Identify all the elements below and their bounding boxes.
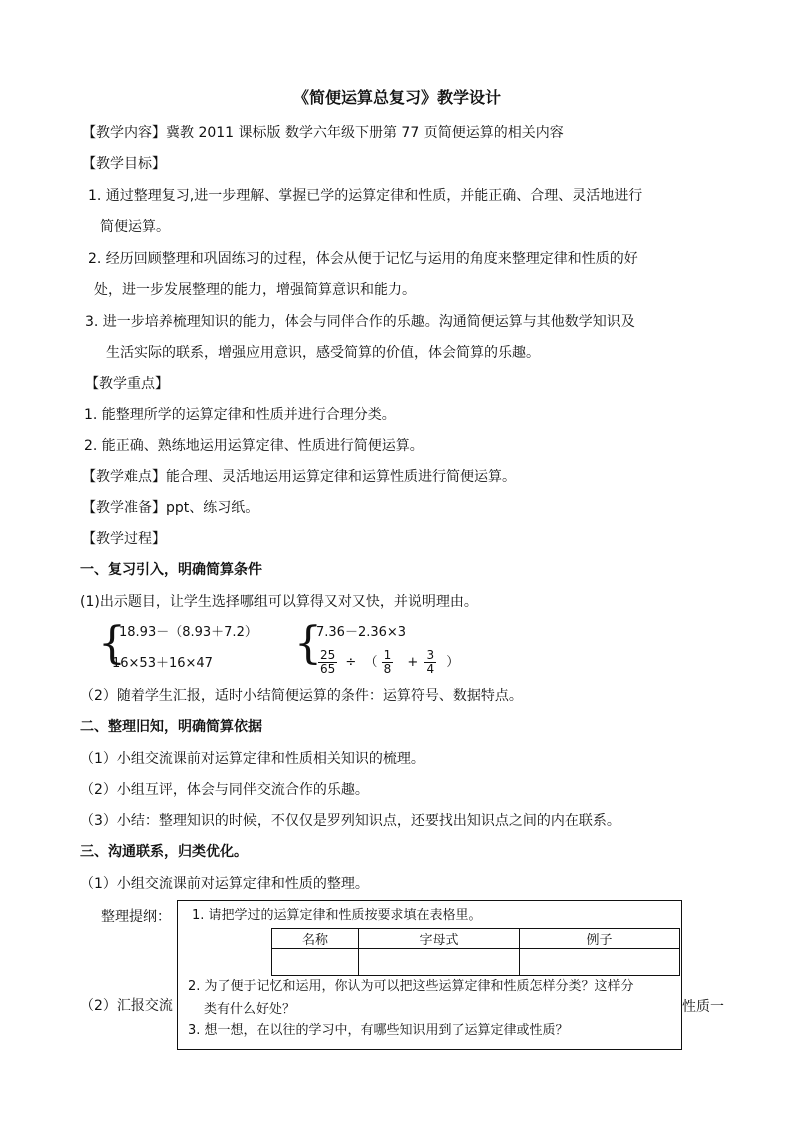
objective-2-line-2: 处，进一步发展整理的能力，增强简算意识和能力。 xyxy=(94,282,416,298)
outline-item-2-line-2: 类有什么好处？ xyxy=(204,1002,296,1017)
objectives-heading: 【教学目标】 xyxy=(82,156,166,172)
table-cell[interactable] xyxy=(359,949,520,976)
table-cell[interactable] xyxy=(520,949,680,976)
expression-b2 xyxy=(318,648,459,678)
outline-label: 整理提纲： xyxy=(101,909,171,925)
expression-b1: 7.36－2.36×3 xyxy=(316,625,407,640)
preparation-line: 【教学准备】ppt、练习纸。 xyxy=(82,500,260,516)
fraction-numerator: 25 xyxy=(320,648,336,662)
open-paren: （ xyxy=(364,655,378,670)
section-3-paragraph-1: （1）小组交流课前对运算定律和性质的整理。 xyxy=(80,876,369,892)
section-2-item-3: （3）小结：整理知识的时候，不仅仅是罗列知识点，还要找出知识点之间的内在联系。 xyxy=(80,813,621,829)
expression-a1: 18.93－（8.93＋7.2） xyxy=(119,625,258,640)
divide-sign: ÷ xyxy=(345,655,357,670)
fraction-1-8 xyxy=(382,649,394,676)
report-fragment-left: （2）汇报交流 xyxy=(80,998,173,1014)
objective-3-line-2: 生活实际的联系，增强应用意识，感受简算的价值，体会简算的乐趣。 xyxy=(106,345,540,361)
section-1-paragraph-2: （2）随着学生汇报，适时小结简便运算的条件：运算符号、数据特点。 xyxy=(80,688,523,704)
page-title: 《简便运算总复习》教学设计 xyxy=(292,88,501,107)
section-2-item-2: （2）小组互评，体会与同伴交流合作的乐趣。 xyxy=(80,782,369,798)
section-1-heading: 一、复习引入，明确简算条件 xyxy=(80,562,262,578)
close-paren: ） xyxy=(446,655,460,670)
section-2-item-1: （1）小组交流课前对运算定律和性质相关知识的梳理。 xyxy=(80,751,425,767)
laws-table xyxy=(271,928,680,976)
objective-2-line-1: 2. 经历回顾整理和巩固练习的过程，体会从便于记忆与运用的角度来整理定律和性质的好 xyxy=(88,251,638,267)
outline-item-2-line-1: 2. 为了便于记忆和运用，你认为可以把这些运算定律和性质怎样分类？这样分 xyxy=(188,979,634,994)
plus-sign: + xyxy=(407,655,419,670)
table-header-row xyxy=(272,929,680,949)
outline-item-3: 3. 想一想，在以往的学习中，有哪些知识用到了运算定律或性质？ xyxy=(188,1023,569,1038)
process-heading: 【教学过程】 xyxy=(82,531,166,547)
fraction-denominator: 65 xyxy=(320,662,336,676)
expression-a2: 16×53＋16×47 xyxy=(112,656,213,671)
report-fragment-right: 性质一 xyxy=(682,999,724,1015)
objective-1-line-1: 1. 通过整理复习,进一步理解、掌握已学的运算定律和性质，并能正确、合理、灵活地进行 xyxy=(88,188,643,204)
outline-item-1: 1. 请把学过的运算定律和性质按要求填在表格里。 xyxy=(192,908,482,923)
fraction-3-4 xyxy=(424,649,436,676)
left-brace-b: { xyxy=(294,618,322,669)
section-2-heading: 二、整理旧知，明确简算依据 xyxy=(80,719,262,735)
outline-box xyxy=(177,900,682,1050)
table-header-name: 名称 xyxy=(272,929,359,949)
objective-3-line-1: 3. 进一步培养梳理知识的能力，体会与同伴合作的乐趣。沟通简便运算与其他数学知识及 xyxy=(85,314,635,330)
fraction-denominator: 8 xyxy=(383,662,392,676)
fraction-25-65 xyxy=(318,649,337,676)
section-1-paragraph-1: (1)出示题目，让学生选择哪组可以算得又对又快，并说明理由。 xyxy=(80,594,478,610)
fraction-denominator: 4 xyxy=(426,662,435,676)
fraction-numerator: 1 xyxy=(383,648,392,662)
difficulty-line: 【教学难点】能合理、灵活地运用运算定律和运算性质进行简便运算。 xyxy=(82,469,516,485)
key-points-heading: 【教学重点】 xyxy=(85,376,169,392)
fraction-numerator: 3 xyxy=(426,648,435,662)
table-row xyxy=(272,949,680,976)
table-header-formula: 字母式 xyxy=(359,929,520,949)
teaching-content: 【教学内容】冀教 2011 课标版 数学六年级下册第 77 页简便运算的相关内容 xyxy=(82,125,564,141)
key-point-1: 1. 能整理所学的运算定律和性质并进行合理分类。 xyxy=(84,407,396,423)
table-cell[interactable] xyxy=(272,949,359,976)
objective-1-line-2: 简便运算。 xyxy=(100,219,170,235)
table-header-example: 例子 xyxy=(520,929,680,949)
key-point-2: 2. 能正确、熟练地运用运算定律、性质进行简便运算。 xyxy=(84,438,424,454)
left-brace-a: { xyxy=(98,618,126,669)
section-3-heading: 三、沟通联系，归类优化。 xyxy=(80,844,248,860)
